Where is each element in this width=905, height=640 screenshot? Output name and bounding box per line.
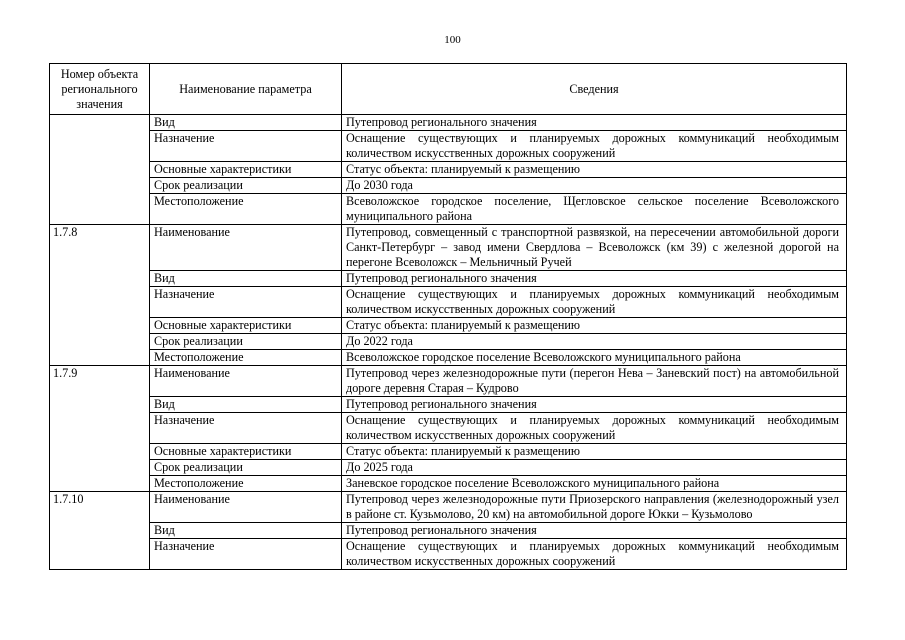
table-row <box>50 334 847 350</box>
header-object-number: Номер объекта регионального значения <box>50 64 150 115</box>
parameter-cell: Местоположение <box>150 350 342 366</box>
table-row <box>50 318 847 334</box>
value-cell: Статус объекта: планируемый к размещению <box>342 162 847 178</box>
table-row <box>50 444 847 460</box>
table-row <box>50 476 847 492</box>
parameter-cell: Назначение <box>150 287 342 318</box>
header-parameter: Наименование параметра <box>150 64 342 115</box>
table-row <box>50 115 847 131</box>
table-row <box>50 162 847 178</box>
value-cell: Статус объекта: планируемый к размещению <box>342 318 847 334</box>
value-cell: Путепровод регионального значения <box>342 115 847 131</box>
header-row <box>50 64 847 115</box>
table-row <box>50 397 847 413</box>
parameter-cell: Основные характеристики <box>150 444 342 460</box>
object-number-cell <box>50 194 150 225</box>
value-cell: Статус объекта: планируемый к размещению <box>342 444 847 460</box>
parameter-cell: Вид <box>150 523 342 539</box>
value-cell: До 2030 года <box>342 178 847 194</box>
table-row <box>50 413 847 444</box>
value-cell: Путепровод через железнодорожные пути Приозерского направления (железнодорожный узел в районе ст. Кузьмолово, 20 км) на автомобильной дороге Юкки – Кузьмолово <box>342 492 847 523</box>
value-cell: Заневское городское поселение Всеволожского муниципального района <box>342 476 847 492</box>
table-body <box>50 115 847 570</box>
parameter-cell: Срок реализации <box>150 334 342 350</box>
regional-objects-table <box>49 63 847 570</box>
value-cell: Оснащение существующих и планируемых дорожных коммуникаций необходимым количеством искусственных дорожных сооружений <box>342 287 847 318</box>
value-cell: Путепровод, совмещенный с транспортной развязкой, на пересечении автомобильной дороги Санкт-Петербург – завод имени Свердлова – Всеволожск (км 39) с железной дорогой на перегоне Всеволожск – Мельничный Ручей <box>342 225 847 271</box>
object-number-cell: 1.7.10 <box>50 492 150 570</box>
parameter-cell: Основные характеристики <box>150 162 342 178</box>
parameter-cell: Наименование <box>150 366 342 397</box>
table-row <box>50 194 847 225</box>
parameter-cell: Срок реализации <box>150 460 342 476</box>
table-row <box>50 271 847 287</box>
object-number-cell <box>50 131 150 162</box>
page-number: 100 <box>444 34 461 46</box>
table-row <box>50 366 847 397</box>
parameter-cell: Назначение <box>150 539 342 570</box>
value-cell: Путепровод регионального значения <box>342 523 847 539</box>
table-row <box>50 350 847 366</box>
table-row <box>50 492 847 523</box>
table-row <box>50 225 847 271</box>
value-cell: Путепровод регионального значения <box>342 271 847 287</box>
table-row <box>50 460 847 476</box>
value-cell: Оснащение существующих и планируемых дорожных коммуникаций необходимым количеством искусственных дорожных сооружений <box>342 539 847 570</box>
parameter-cell: Вид <box>150 271 342 287</box>
value-cell: Путепровод через железнодорожные пути (перегон Нева – Заневский пост) на автомобильной дороге деревня Старая – Кудрово <box>342 366 847 397</box>
value-cell: До 2025 года <box>342 460 847 476</box>
table-row <box>50 523 847 539</box>
parameter-cell: Срок реализации <box>150 178 342 194</box>
parameter-cell: Вид <box>150 397 342 413</box>
table-row <box>50 539 847 570</box>
value-cell: Всеволожское городское поселение, Щегловское сельское поселение Всеволожского муниципального района <box>342 194 847 225</box>
value-cell: Оснащение существующих и планируемых дорожных коммуникаций необходимым количеством искусственных дорожных сооружений <box>342 413 847 444</box>
value-cell: До 2022 года <box>342 334 847 350</box>
object-number-cell <box>50 162 150 178</box>
table-row <box>50 178 847 194</box>
table-row <box>50 131 847 162</box>
parameter-cell: Местоположение <box>150 194 342 225</box>
parameter-cell: Наименование <box>150 492 342 523</box>
table-header <box>50 64 847 115</box>
object-number-cell: 1.7.8 <box>50 225 150 366</box>
object-number-cell <box>50 178 150 194</box>
value-cell: Оснащение существующих и планируемых дорожных коммуникаций необходимым количеством искусственных дорожных сооружений <box>342 131 847 162</box>
object-number-cell <box>50 115 150 131</box>
parameter-cell: Основные характеристики <box>150 318 342 334</box>
parameter-cell: Наименование <box>150 225 342 271</box>
value-cell: Всеволожское городское поселение Всеволожского муниципального района <box>342 350 847 366</box>
table-row <box>50 287 847 318</box>
object-number-cell: 1.7.9 <box>50 366 150 492</box>
value-cell: Путепровод регионального значения <box>342 397 847 413</box>
parameter-cell: Вид <box>150 115 342 131</box>
parameter-cell: Назначение <box>150 131 342 162</box>
header-details: Сведения <box>342 64 847 115</box>
parameter-cell: Местоположение <box>150 476 342 492</box>
parameter-cell: Назначение <box>150 413 342 444</box>
